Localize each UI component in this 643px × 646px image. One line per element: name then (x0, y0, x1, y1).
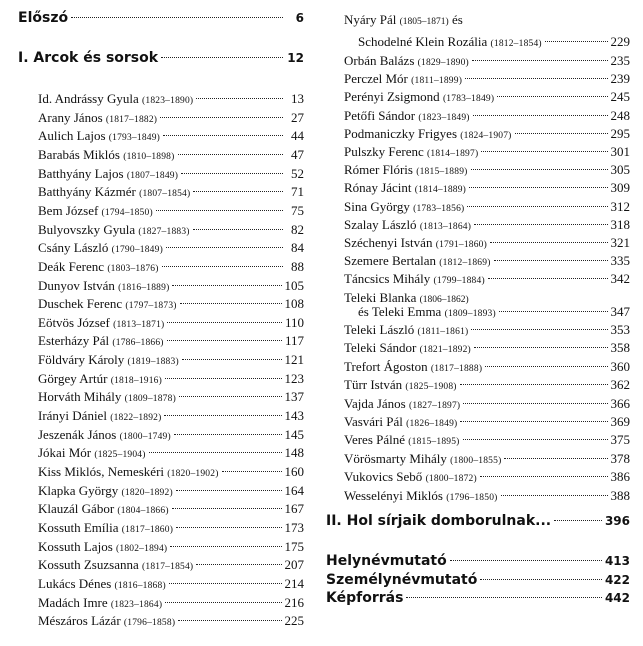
entry-page: 312 (610, 198, 630, 214)
leader-dots (474, 347, 608, 348)
entry-name: Madách Imre (38, 594, 108, 610)
leader-dots (480, 476, 608, 477)
entry-years: (1803–1876) (107, 263, 159, 274)
entry-page: 52 (291, 165, 304, 181)
entry-years: (1827–1897) (409, 400, 461, 411)
entry-page: 121 (284, 352, 304, 368)
entry-years: (1813–1864) (419, 221, 472, 232)
toc-entry[interactable] (38, 576, 304, 596)
leader-dots (176, 527, 281, 528)
toc-entry[interactable] (38, 445, 304, 465)
entry-name: Orbán Balázs (344, 53, 415, 68)
entry-name: Rónay Jácint (344, 180, 412, 196)
entry-name: Nyáry Pál (344, 12, 397, 27)
entry-years: (1802–1894) (116, 543, 168, 554)
entry-years: (1804–1866) (117, 506, 169, 517)
entry-name: Veres Pálné (344, 432, 406, 448)
entry-page: 110 (284, 314, 304, 330)
foreword-page: 6 (295, 11, 304, 25)
entry-years: (1810–1898) (123, 151, 175, 162)
entry-years: (1829–1890) (417, 58, 469, 68)
leader-dots (178, 154, 284, 155)
entry-years: (1796–1858) (123, 618, 176, 629)
entry-page: 117 (284, 333, 304, 349)
leader-dots (473, 115, 608, 116)
leader-dots (196, 98, 283, 99)
leader-dots (167, 322, 282, 323)
entry-name: Csány László (38, 240, 109, 256)
entry-years: (1823–1864) (110, 599, 163, 610)
toc-entry[interactable] (344, 359, 630, 379)
entry-years: (1786–1866) (112, 338, 164, 349)
toc-entry[interactable] (38, 296, 304, 316)
toc-entry[interactable] (344, 253, 630, 273)
toc-entry[interactable] (38, 184, 304, 204)
entry-page: 342 (610, 271, 630, 287)
leader-dots (469, 187, 607, 188)
toc-entry[interactable] (344, 414, 630, 434)
entry-name: Földváry Károly (38, 352, 125, 368)
entry-years: (1793–1849) (108, 133, 161, 144)
entry-years: (1825–1908) (405, 382, 457, 393)
toc-entry[interactable] (38, 166, 304, 186)
section-2-title: II. Hol sírjaik domborulnak... (326, 513, 552, 529)
entry-years: (1824–1907) (460, 130, 512, 141)
leader-dots (467, 206, 607, 207)
toc-entry[interactable] (38, 557, 304, 577)
toc-entry[interactable] (38, 539, 304, 559)
entry-years: (1826–1849) (406, 419, 458, 429)
entry-page: 301 (610, 144, 630, 159)
entry-years: (1794–1850) (101, 207, 153, 218)
entry-name: Szalay László (344, 216, 417, 232)
leader-dots (174, 434, 282, 435)
entry-name: Képforrás (326, 590, 404, 606)
leader-dots (463, 403, 607, 404)
toc-entry[interactable] (38, 333, 304, 353)
toc-entry[interactable] (344, 432, 630, 452)
toc-entry[interactable] (326, 553, 630, 573)
entry-years: (1806–1862) (419, 295, 469, 305)
leader-dots (471, 329, 607, 330)
entry-years: (1797–1873) (125, 301, 177, 312)
entry-years: (1814–1889) (414, 185, 467, 196)
toc-foreword[interactable] (18, 10, 304, 30)
entry-page: 225 (284, 613, 304, 629)
leader-dots (172, 508, 282, 509)
entry-name: Arany János (38, 109, 103, 125)
toc-entry[interactable] (38, 389, 304, 409)
entry-page: 347 (610, 304, 630, 319)
leader-dots (515, 133, 608, 134)
toc-entry[interactable] (38, 91, 304, 111)
entry-name: Podmaniczky Frigyes (344, 125, 458, 141)
entry-name: Szemere Bertalan (344, 253, 437, 269)
entry-page: 229 (610, 34, 630, 49)
entry-page: 214 (284, 575, 304, 591)
entry-page: 207 (284, 557, 304, 573)
entry-years: (1791–1860) (435, 240, 487, 250)
entry-years: (1816–1889) (118, 282, 170, 293)
entry-years: (1820–1892) (121, 487, 173, 498)
toc-entry[interactable] (344, 396, 630, 416)
entry-name: Petőfi Sándor (344, 107, 416, 123)
toc-entry[interactable] (38, 520, 304, 540)
toc-entry[interactable] (344, 217, 630, 237)
entry-name: Táncsics Mihály (344, 271, 431, 287)
entry-page: 335 (610, 253, 630, 269)
leader-dots (176, 490, 282, 491)
entry-page: 360 (610, 358, 630, 374)
entry-page: 75 (291, 202, 304, 218)
entry-page: 164 (284, 482, 304, 498)
entry-page: 108 (284, 296, 304, 312)
toc-entry[interactable] (344, 199, 630, 219)
toc-entry[interactable] (344, 108, 630, 128)
leader-dots (196, 564, 281, 565)
entry-years: (1817–1854) (142, 562, 194, 573)
toc-entry[interactable] (344, 162, 630, 182)
leader-dots (162, 266, 283, 267)
leader-dots (71, 17, 283, 18)
leader-dots (164, 415, 281, 416)
entry-name: Schodelné Klein Rozália (358, 34, 488, 49)
entry-years: (1817–1860) (121, 524, 174, 535)
entry-page: 160 (284, 464, 304, 479)
entry-years: (1811–1899) (411, 76, 463, 87)
entry-page: 366 (610, 395, 630, 411)
leader-dots (156, 210, 283, 211)
entry-name: Bem József (38, 202, 99, 218)
entry-years: (1821–1892) (419, 345, 471, 356)
entry-conjunction: és (448, 12, 463, 27)
entry-page: 88 (291, 258, 304, 274)
leader-dots (406, 597, 602, 598)
toc-entry[interactable] (344, 71, 630, 91)
leader-dots (501, 495, 608, 496)
entry-name: Türr István (344, 377, 403, 393)
entry-name: Széchenyi István (344, 235, 433, 250)
entry-name: Görgey Artúr (38, 370, 108, 386)
leader-dots (465, 78, 607, 79)
entry-years: (1815–1889) (416, 167, 468, 178)
entry-name: Vajda János (344, 395, 406, 411)
leader-dots (545, 41, 608, 42)
entry-name: Trefort Ágoston (344, 358, 428, 374)
toc-entry[interactable] (38, 464, 304, 484)
leader-dots (149, 452, 282, 453)
entry-years: (1813–1871) (113, 319, 165, 330)
toc-entry-nyary-line1[interactable] (344, 10, 463, 30)
toc-entry[interactable] (38, 203, 304, 223)
entry-name: Horváth Mihály (38, 389, 122, 405)
toc-entry[interactable] (326, 590, 630, 610)
entry-page: 318 (610, 216, 630, 232)
leader-dots (481, 151, 607, 152)
leader-dots (172, 285, 281, 286)
entry-years: (1799–1884) (433, 276, 485, 287)
leader-dots (169, 583, 282, 584)
entry-name: Deák Ferenc (38, 258, 105, 274)
entry-years: (1815–1895) (408, 437, 460, 448)
leader-dots (488, 278, 608, 279)
toc-section-1[interactable] (18, 50, 304, 70)
toc-entry[interactable] (38, 110, 304, 130)
leader-dots (167, 340, 282, 341)
entry-name: Mészáros Lázár (38, 613, 121, 629)
entry-page: 369 (610, 414, 630, 429)
toc-entry-teleki-line2[interactable] (358, 304, 630, 324)
leader-dots (485, 366, 607, 367)
entry-page: 175 (284, 538, 304, 554)
entry-page: 167 (284, 501, 304, 517)
entry-page: 442 (604, 591, 630, 605)
toc-entry[interactable] (38, 483, 304, 503)
entry-page: 13 (291, 91, 304, 106)
toc-entry[interactable] (344, 488, 630, 508)
entry-page: 84 (291, 240, 304, 256)
entry-name: Vasvári Pál (344, 414, 403, 429)
entry-name: Dunyov István (38, 277, 115, 293)
leader-dots (463, 439, 608, 440)
entry-page: 71 (291, 184, 304, 200)
entry-page: 143 (284, 408, 304, 424)
entry-years: (1825–1904) (94, 450, 146, 461)
entry-page: 145 (284, 426, 304, 442)
entry-page: 295 (610, 125, 630, 141)
entry-years: (1814–1897) (427, 149, 479, 159)
entry-years: (1819–1883) (127, 357, 179, 368)
foreword-title: Előszó (18, 10, 69, 26)
entry-page: 413 (604, 554, 630, 568)
entry-years: (1820–1902) (167, 469, 219, 479)
entry-years: (1817–1888) (430, 363, 483, 374)
entry-page: 362 (610, 377, 630, 393)
entry-page: 309 (610, 180, 630, 196)
leader-dots (161, 57, 283, 58)
entry-page: 137 (284, 389, 304, 405)
leader-dots (165, 602, 281, 603)
entry-page: 47 (291, 146, 304, 162)
entry-years: (1816–1868) (114, 580, 166, 591)
entry-name: Teleki Sándor (344, 340, 417, 356)
leader-dots (181, 173, 283, 174)
entry-years: (1812–1869) (439, 258, 491, 269)
entry-years: (1822–1892) (110, 413, 162, 424)
entry-years: (1805–1871) (399, 17, 449, 27)
toc-entry[interactable] (344, 89, 630, 109)
entry-page: 235 (610, 53, 630, 68)
entry-name: Bulyovszky Gyula (38, 221, 136, 237)
toc-entry[interactable] (344, 53, 630, 73)
entry-name: Klauzál Gábor (38, 501, 115, 517)
toc-entry[interactable] (38, 501, 304, 521)
toc-entry[interactable] (38, 240, 304, 260)
toc-entry[interactable] (344, 180, 630, 200)
entry-name: Kossuth Lajos (38, 538, 113, 554)
entry-years: (1807–1849) (126, 170, 179, 181)
entry-years: (1796–1850) (446, 492, 498, 503)
entry-name: Teleki László (344, 322, 415, 337)
entry-page: 27 (291, 109, 304, 125)
entry-page: 305 (610, 162, 630, 178)
leader-dots (160, 117, 283, 118)
entry-name: Perényi Zsigmond (344, 89, 440, 105)
entry-page: 358 (610, 340, 630, 356)
entry-page: 248 (610, 107, 630, 123)
toc-entry[interactable] (344, 235, 630, 255)
toc-entry[interactable] (344, 322, 630, 342)
toc-section-2[interactable] (326, 513, 630, 533)
entry-name: Sina György (344, 198, 410, 214)
leader-dots (170, 546, 281, 547)
entry-years: (1807–1854) (139, 189, 191, 200)
toc-entry[interactable] (344, 469, 630, 489)
leader-dots (193, 191, 283, 192)
entry-name: Batthyány Kázmér (38, 184, 136, 200)
entry-years: (1817–1882) (105, 114, 158, 125)
leader-dots (474, 224, 607, 225)
entry-years: (1790–1849) (111, 245, 163, 256)
toc-entry[interactable] (344, 451, 630, 471)
leader-dots (499, 311, 608, 312)
toc-entry[interactable] (344, 126, 630, 146)
leader-dots (180, 303, 282, 304)
entry-page: 239 (610, 71, 630, 87)
toc-entry[interactable] (38, 595, 304, 615)
leader-dots (179, 396, 282, 397)
leader-dots (480, 579, 602, 580)
entry-page: 216 (284, 594, 304, 610)
entry-name: Duschek Ferenc (38, 296, 123, 312)
toc-entry[interactable] (326, 572, 630, 592)
leader-dots (178, 620, 281, 621)
entry-name: Batthyány Lajos (38, 165, 124, 181)
entry-page: 148 (284, 445, 304, 461)
toc-entry[interactable] (38, 371, 304, 391)
leader-dots (471, 169, 608, 170)
entry-years: (1809–1893) (444, 309, 496, 319)
entry-years: (1812–1854) (490, 39, 542, 49)
toc-entry[interactable] (344, 144, 630, 164)
leader-dots (165, 378, 282, 379)
entry-years: (1809–1878) (124, 394, 176, 405)
toc-entry[interactable] (38, 278, 304, 298)
entry-page: 82 (291, 221, 304, 237)
leader-dots (450, 560, 602, 561)
entry-years: (1823–1849) (418, 112, 470, 123)
toc-entry[interactable] (38, 222, 304, 242)
entry-years: (1783–1856) (413, 203, 465, 214)
toc-entry[interactable] (38, 128, 304, 148)
entry-years: (1800–1749) (119, 431, 171, 442)
entry-page: 173 (284, 519, 304, 535)
section-1-title: I. Arcok és sorsok (18, 50, 159, 66)
entry-page: 422 (604, 572, 630, 587)
entry-years: (1800–1855) (450, 455, 502, 466)
toc-entry[interactable] (38, 613, 304, 633)
entry-name: Barabás Miklós (38, 146, 120, 162)
leader-dots (490, 242, 608, 243)
entry-name: Irányi Dániel (38, 408, 107, 424)
toc-entry-nyary-line2[interactable] (358, 34, 630, 54)
entry-page: 321 (610, 235, 630, 250)
entry-name: Eötvös József (38, 314, 110, 330)
entry-name: Id. Andrássy Gyula (38, 91, 139, 106)
entry-years: (1823–1890) (142, 96, 194, 106)
leader-dots (460, 384, 608, 385)
entry-page: 378 (610, 450, 630, 466)
entry-years: (1783–1849) (442, 94, 495, 105)
entry-name: Helynévmutató (326, 553, 447, 569)
entry-page: 353 (610, 322, 630, 337)
entry-years: (1800–1872) (425, 474, 477, 485)
entry-page: 245 (610, 89, 630, 105)
entry-page: 105 (284, 277, 304, 293)
entry-name: Pulszky Ferenc (344, 144, 424, 159)
entry-page: 44 (291, 128, 304, 144)
leader-dots (193, 229, 283, 230)
toc-entry[interactable] (38, 352, 304, 372)
entry-name: Személynévmutató (326, 571, 478, 588)
toc-entry[interactable] (38, 315, 304, 335)
entry-name: Vukovics Sebő (344, 469, 423, 485)
leader-dots (497, 96, 607, 97)
section-1-page: 12 (287, 51, 304, 65)
entry-name: Aulich Lajos (38, 128, 106, 144)
leader-dots (494, 260, 608, 261)
leader-dots (504, 458, 607, 459)
leader-dots (163, 135, 283, 136)
entry-page: 123 (284, 370, 304, 386)
toc-entry[interactable] (344, 377, 630, 397)
toc-entry[interactable] (38, 427, 304, 447)
entry-name: és Teleki Emma (358, 304, 442, 319)
leader-dots (166, 247, 283, 248)
entry-name: Perczel Mór (344, 71, 408, 87)
entry-page: 388 (610, 487, 630, 503)
entry-years: (1818–1916) (110, 375, 162, 386)
entry-name: Kossuth Zsuzsanna (38, 557, 139, 573)
entry-years: (1811–1861) (417, 327, 469, 337)
toc-entry[interactable] (38, 408, 304, 428)
leader-dots (222, 471, 282, 472)
entry-name: Vörösmarty Mihály (344, 450, 447, 466)
entry-name: Rómer Flóris (344, 162, 413, 178)
entry-page: 386 (610, 469, 630, 485)
entry-name: Teleki Blanka (344, 290, 417, 305)
leader-dots (182, 359, 282, 360)
section-2-page: 396 (604, 514, 630, 528)
toc-entry[interactable] (38, 259, 304, 279)
leader-dots (472, 60, 608, 61)
leader-dots (460, 421, 607, 422)
entry-name: Kossuth Emília (38, 519, 119, 535)
leader-dots (554, 520, 602, 521)
entry-name: Wesselényi Miklós (344, 487, 443, 503)
entry-name: Esterházy Pál (38, 333, 110, 349)
toc-entry[interactable] (38, 147, 304, 167)
entry-name: Jókai Mór (38, 445, 92, 461)
entry-name: Jeszenák János (38, 426, 117, 442)
entry-name: Klapka György (38, 482, 119, 498)
entry-name: Lukács Dénes (38, 575, 112, 591)
toc-entry[interactable] (344, 340, 630, 360)
entry-page: 375 (610, 432, 630, 448)
entry-years: (1827–1883) (138, 226, 190, 237)
entry-name: Kiss Miklós, Nemeskéri (38, 464, 165, 479)
